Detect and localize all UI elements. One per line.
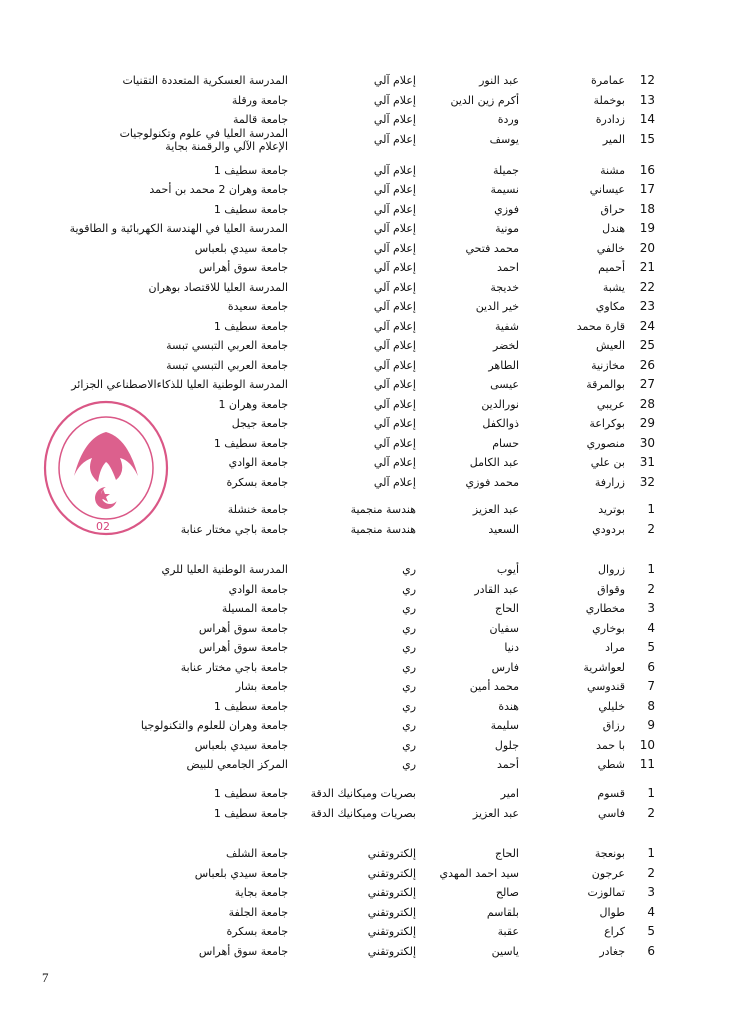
cell-num: 2 xyxy=(647,521,655,536)
cell-specialty: إعلام آلي xyxy=(373,475,416,489)
cell-firstname: امير xyxy=(500,787,519,800)
cell-institution: جامعة الوادي xyxy=(228,582,288,596)
cell-num: 29 xyxy=(639,416,655,430)
cell-surname: عريبي xyxy=(596,397,625,411)
cell-num: 4 xyxy=(647,620,655,635)
cell-firstname: عبد القادر xyxy=(474,582,519,596)
cell-surname: بوكراعة xyxy=(589,417,625,430)
cell-surname: با حمد xyxy=(596,738,625,752)
cell-num: 5 xyxy=(647,640,655,654)
cell-surname: جغادر xyxy=(599,944,625,958)
cell-specialty: ري xyxy=(402,738,416,752)
cell-institution: جامعة باجي مختار عنابة xyxy=(180,522,288,536)
cell-num: 18 xyxy=(639,201,655,216)
cell-surname: العيش xyxy=(595,339,625,352)
cell-surname: مخطاري xyxy=(585,602,625,615)
cell-institution: المدرسة الوطنية العليا للري xyxy=(161,563,288,576)
cell-institution: جامعة وهران 1 xyxy=(218,397,288,411)
cell-num: 8 xyxy=(647,698,655,713)
cell-specialty: بصريات وميكانيك الدقة xyxy=(310,806,416,820)
cell-firstname: عيسى xyxy=(490,378,519,391)
cell-surname: شطي xyxy=(597,758,625,771)
cell-firstname: فوزي xyxy=(494,202,519,216)
cell-institution: جامعة الشلف xyxy=(226,847,288,860)
cell-specialty: إعلام آلي xyxy=(373,280,416,294)
cell-num: 32 xyxy=(639,474,655,489)
cell-num: 1 xyxy=(647,846,655,860)
stamp-number: 02 xyxy=(96,520,110,533)
cell-specialty: إعلام آلي xyxy=(373,261,416,274)
cell-surname: المير xyxy=(602,132,625,146)
cell-specialty: إلكتروتقني xyxy=(367,925,416,938)
cell-surname: بوتريد xyxy=(598,503,625,516)
cell-surname: طوال xyxy=(599,905,625,919)
cell-firstname: السعيد xyxy=(488,522,519,536)
cell-institution: جامعة سوق أهراس xyxy=(198,261,288,274)
cell-specialty: بصريات وميكانيك الدقة xyxy=(310,787,416,800)
cell-firstname: خير الدين xyxy=(475,300,519,313)
cell-firstname: مونية xyxy=(495,222,519,235)
cell-num: 1 xyxy=(647,562,655,576)
cell-num: 14 xyxy=(639,112,655,126)
cell-num: 4 xyxy=(647,904,655,919)
cell-specialty: ري xyxy=(402,758,416,771)
cell-specialty: إعلام آلي xyxy=(373,183,416,196)
cell-num: 5 xyxy=(647,924,655,938)
cell-firstname: بلقاسم xyxy=(486,905,519,919)
cell-institution: المدرسة العليا في الهندسة الكهربائية و الطاقوية xyxy=(69,222,288,235)
cell-firstname: وردة xyxy=(497,113,519,126)
cell-surname: هندل xyxy=(602,222,625,235)
cell-num: 7 xyxy=(647,679,655,693)
cell-firstname: أكرم زين الدين xyxy=(450,93,519,107)
cell-surname: بونعجة xyxy=(594,847,625,860)
cell-firstname: سفيان xyxy=(489,621,519,635)
cell-institution: جامعة سطيف 1 xyxy=(213,699,288,713)
cell-firstname: شفية xyxy=(495,319,519,333)
cell-institution: جامعة جيجل xyxy=(231,417,288,430)
cell-firstname: الحاج xyxy=(495,602,519,615)
cell-surname: زرارفة xyxy=(594,475,625,489)
cell-specialty: إعلام آلي xyxy=(373,93,416,107)
cell-num: 23 xyxy=(639,299,655,313)
cell-institution: جامعة سطيف 1 xyxy=(213,787,288,800)
cell-specialty: إعلام آلي xyxy=(373,222,416,235)
cell-surname: لعواشرية xyxy=(583,660,625,674)
cell-specialty: إعلام آلي xyxy=(373,113,416,126)
cell-surname: مخازنية xyxy=(591,358,625,372)
cell-surname: عمامرة xyxy=(591,74,625,87)
cell-firstname: هندة xyxy=(498,699,519,713)
cell-num: 25 xyxy=(639,338,655,352)
cell-surname: حراق xyxy=(600,202,625,216)
cell-specialty: ري xyxy=(402,621,416,635)
cell-institution: جامعة قالمة xyxy=(233,113,288,126)
cell-specialty: إعلام آلي xyxy=(373,319,416,333)
cell-firstname: أحمد xyxy=(497,758,519,771)
official-stamp xyxy=(40,398,172,538)
cell-firstname: يوسف xyxy=(489,132,519,146)
cell-num: 2 xyxy=(647,805,655,820)
cell-firstname: جلول xyxy=(494,738,519,752)
cell-surname: بوخملة xyxy=(593,93,625,107)
cell-firstname: عقبة xyxy=(497,925,519,938)
cell-firstname: محمد فوزي xyxy=(465,475,519,489)
cell-institution: جامعة باجي مختار عنابة xyxy=(180,660,288,674)
cell-firstname: حسام xyxy=(492,436,519,450)
cell-institution: جامعة الجلفة xyxy=(228,905,288,919)
cell-specialty: إلكتروتقني xyxy=(367,944,416,958)
cell-firstname: محمد فتحي xyxy=(465,241,519,255)
cell-surname: أحميم xyxy=(598,261,625,274)
cell-specialty: إلكتروتقني xyxy=(367,847,416,860)
cell-firstname: فارس xyxy=(491,660,519,674)
cell-surname: قارة محمد xyxy=(576,319,625,333)
cell-institution: جامعة سيدي بلعباس xyxy=(194,738,288,752)
cell-institution: المركز الجامعي للبيض xyxy=(186,758,288,771)
cell-num: 3 xyxy=(647,885,655,899)
cell-specialty: إلكتروتقني xyxy=(367,886,416,899)
cell-specialty: إعلام آلي xyxy=(373,241,416,255)
cell-num: 15 xyxy=(639,131,655,146)
cell-firstname: نسيمة xyxy=(490,183,519,196)
cell-institution: جامعة سطيف 1 xyxy=(213,806,288,820)
cell-institution: جامعة سيدي بلعباس xyxy=(194,241,288,255)
cell-specialty: إعلام آلي xyxy=(373,436,416,450)
cell-firstname: محمد أمين xyxy=(469,680,519,693)
cell-num: 1 xyxy=(647,502,655,516)
cell-firstname: احمد xyxy=(497,261,519,274)
cell-surname: يشبة xyxy=(602,280,625,294)
cell-num: 2 xyxy=(647,865,655,880)
cell-surname: رزاق xyxy=(602,719,625,732)
cell-specialty: ري xyxy=(402,641,416,654)
cell-num: 20 xyxy=(639,240,655,255)
cell-firstname: عبد العزيز xyxy=(472,503,519,516)
cell-specialty: ري xyxy=(402,582,416,596)
cell-institution: جامعة وهران للعلوم والتكنولوجيا xyxy=(140,719,288,732)
cell-specialty: إعلام آلي xyxy=(373,358,416,372)
cell-num: 9 xyxy=(647,718,655,732)
cell-surname: وقواق xyxy=(597,582,625,596)
cell-specialty: ري xyxy=(402,699,416,713)
cell-firstname: أيوب xyxy=(496,563,519,576)
cell-specialty: إلكتروتقني xyxy=(367,905,416,919)
cell-institution: جامعة العربي التبسي تبسة xyxy=(166,339,288,352)
cell-surname: بن علي xyxy=(590,456,625,469)
cell-surname: زدادرة xyxy=(595,113,625,126)
cell-institution: جامعة بجاية xyxy=(234,886,288,899)
cell-surname: مكاوي xyxy=(595,300,625,313)
cell-surname: مراد xyxy=(605,641,625,654)
cell-surname: زروال xyxy=(598,563,625,576)
cell-firstname: نورالدين xyxy=(481,397,519,411)
cell-specialty: ري xyxy=(402,680,416,693)
page-number: 7 xyxy=(42,970,49,985)
cell-specialty: إعلام آلي xyxy=(373,300,416,313)
cell-firstname: الحاج xyxy=(495,847,519,860)
cell-institution: جامعة وهران 2 محمد بن أحمد xyxy=(149,183,288,196)
cell-surname: خليلي xyxy=(598,699,625,713)
cell-firstname: سليمة xyxy=(490,719,519,732)
cell-specialty: ري xyxy=(402,719,416,732)
cell-surname: منصوري xyxy=(586,436,625,450)
cell-institution: جامعة سطيف 1 xyxy=(213,163,288,177)
cell-specialty: هندسة منجمية xyxy=(350,503,416,516)
cell-surname: بوالمرقة xyxy=(586,378,625,391)
cell-institution: جامعة سطيف 1 xyxy=(213,319,288,333)
cell-specialty: إلكتروتقني xyxy=(367,866,416,880)
cell-firstname: عبد النور xyxy=(479,74,519,87)
cell-institution: جامعة بسكرة xyxy=(226,925,288,938)
cell-institution: جامعة سوق أهراس xyxy=(198,641,288,654)
cell-firstname: ياسين xyxy=(491,944,519,958)
cell-specialty: هندسة منجمية xyxy=(350,522,416,536)
cell-num: 6 xyxy=(647,659,655,674)
cell-firstname: عبد الكامل xyxy=(469,456,519,469)
cell-specialty: إعلام آلي xyxy=(373,74,416,87)
cell-num: 1 xyxy=(647,786,655,800)
cell-institution: المدرسة العليا في علوم وتكنولوجيات الإعلام الآلي والرقمنة بجاية xyxy=(119,126,288,153)
cell-num: 16 xyxy=(639,162,655,177)
cell-surname: بردودي xyxy=(592,522,625,536)
cell-institution: جامعة سيدي بلعباس xyxy=(194,866,288,880)
cell-specialty: إعلام آلي xyxy=(373,378,416,391)
cell-institution: المدرسة الوطنية العليا للذكاءالاصطناعي الجزائر xyxy=(71,378,288,391)
cell-surname: قسوم xyxy=(597,787,625,800)
cell-firstname: خديجة xyxy=(490,280,519,294)
cell-num: 31 xyxy=(639,455,655,469)
cell-specialty: إعلام آلي xyxy=(373,202,416,216)
cell-surname: بوخاري xyxy=(592,621,625,635)
cell-specialty: إعلام آلي xyxy=(373,417,416,430)
cell-num: 30 xyxy=(639,435,655,450)
cell-institution: جامعة سطيف 1 xyxy=(213,436,288,450)
cell-institution: جامعة سوق أهراس xyxy=(198,621,288,635)
cell-institution: جامعة بسكرة xyxy=(226,475,288,489)
cell-num: 3 xyxy=(647,601,655,615)
cell-num: 12 xyxy=(639,73,655,87)
cell-num: 27 xyxy=(639,377,655,391)
cell-num: 2 xyxy=(647,581,655,596)
cell-surname: فاسي xyxy=(598,806,625,820)
cell-firstname: ذوالكفل xyxy=(482,417,519,430)
cell-institution: جامعة بشار xyxy=(235,680,288,693)
cell-num: 13 xyxy=(639,92,655,107)
cell-specialty: ري xyxy=(402,660,416,674)
cell-institution: جامعة سعيدة xyxy=(227,300,288,313)
cell-firstname: عبد العزيز xyxy=(472,806,519,820)
cell-institution: جامعة الوادي xyxy=(228,456,288,469)
cell-surname: كراع xyxy=(604,925,625,938)
cell-surname: مشنة xyxy=(600,163,625,177)
cell-specialty: ري xyxy=(402,563,416,576)
cell-institution: المدرسة العليا للاقتصاد بوهران xyxy=(148,280,288,294)
cell-surname: خالفي xyxy=(596,241,625,255)
cell-institution: جامعة العربي التبسي تبسة xyxy=(166,358,288,372)
cell-institution: المدرسة العسكرية المتعددة التقنيات xyxy=(122,74,288,87)
cell-num: 26 xyxy=(639,357,655,372)
cell-specialty: إعلام آلي xyxy=(373,132,416,146)
cell-specialty: إعلام آلي xyxy=(373,339,416,352)
cell-surname: عرجون xyxy=(591,866,625,880)
cell-num: 6 xyxy=(647,943,655,958)
cell-firstname: دنيا xyxy=(504,641,519,654)
cell-num: 21 xyxy=(639,260,655,274)
cell-num: 10 xyxy=(639,737,655,752)
cell-num: 24 xyxy=(639,318,655,333)
cell-surname: تمالوزت xyxy=(587,886,625,899)
cell-specialty: إعلام آلي xyxy=(373,397,416,411)
cell-num: 19 xyxy=(639,221,655,235)
cell-num: 28 xyxy=(639,396,655,411)
cell-specialty: ري xyxy=(402,602,416,615)
cell-specialty: إعلام آلي xyxy=(373,456,416,469)
cell-surname: عيساني xyxy=(589,183,625,196)
cell-firstname: سيد احمد المهدي xyxy=(439,866,519,880)
cell-firstname: الطاهر xyxy=(488,358,519,372)
cell-institution: جامعة ورقلة xyxy=(231,93,288,107)
cell-institution: جامعة سوق أهراس xyxy=(198,944,288,958)
cell-num: 22 xyxy=(639,279,655,294)
cell-num: 11 xyxy=(639,757,655,771)
cell-institution: جامعة خنشلة xyxy=(227,503,288,516)
cell-num: 17 xyxy=(639,182,655,196)
cell-institution: جامعة المسيلة xyxy=(221,602,288,615)
cell-specialty: إعلام آلي xyxy=(373,163,416,177)
cell-surname: قندوسي xyxy=(586,680,625,693)
cell-firstname: جميلة xyxy=(492,163,519,177)
cell-firstname: صالح xyxy=(495,886,519,899)
cell-institution: جامعة سطيف 1 xyxy=(213,202,288,216)
cell-firstname: لخضر xyxy=(492,339,519,352)
